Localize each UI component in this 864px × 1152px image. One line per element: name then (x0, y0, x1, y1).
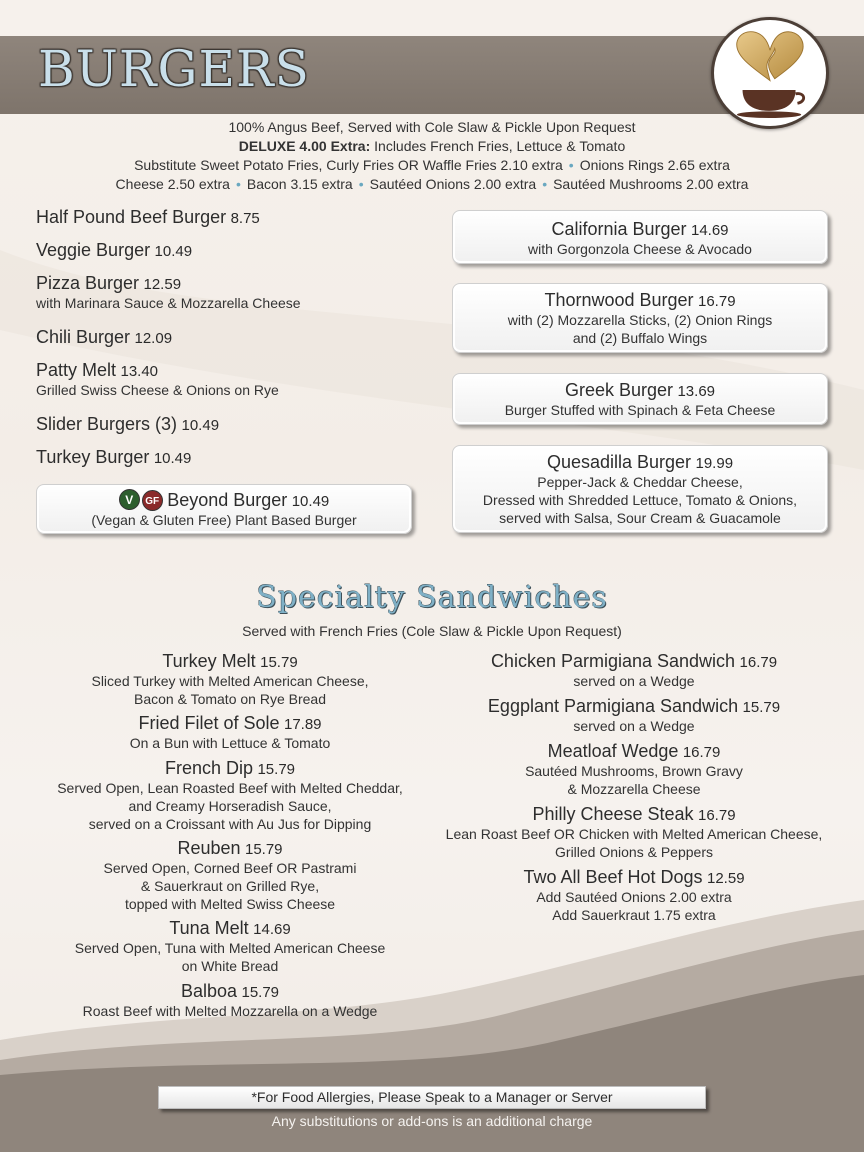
item-description: & Mozzarella Cheese (567, 781, 701, 797)
item-name: Greek Burger (564, 380, 674, 400)
item-description: topped with Melted Swiss Cheese (124, 896, 336, 912)
intro-substitute-fries: Substitute Sweet Potato Fries, Curly Fries OR Waffle Fries 2.10 extra (134, 157, 563, 173)
item-price: 15.79 (241, 984, 280, 1001)
burger-intro (0, 118, 864, 194)
item-name: Slider Burgers (3) (36, 414, 178, 434)
item-description: and (2) Buffalo Wings (572, 330, 708, 346)
menu-card-beyond-burger (36, 484, 412, 534)
menu-card-thornwood-burger (452, 283, 828, 353)
menu-item-philly-cheese-steak (424, 804, 844, 861)
item-description: & Sauerkraut on Grilled Rye, (140, 878, 320, 894)
item-description: Bacon & Tomato on Rye Bread (134, 691, 326, 707)
item-price: 16.79 (698, 807, 736, 824)
intro-cheese: Cheese 2.50 extra (115, 176, 230, 192)
item-price: 15.79 (742, 699, 781, 716)
menu-item-turkey-burger (36, 447, 191, 468)
substitution-note: Any substitutions or add-ons is an additional charge (271, 1113, 593, 1129)
item-name: Turkey Melt (162, 651, 256, 671)
intro-bacon: Bacon 3.15 extra (246, 176, 353, 192)
item-description: with Gorgonzola Cheese & Avocado (528, 241, 752, 257)
beyond-title-line (37, 489, 411, 511)
item-price: 16.79 (682, 744, 721, 761)
item-name: Beyond Burger (167, 490, 288, 510)
menu-item-french-dip (20, 758, 440, 833)
item-price: 17.89 (283, 716, 322, 733)
menu-item-fried-filet-of-sole (20, 713, 440, 752)
item-name: Patty Melt (36, 360, 117, 380)
item-name: Quesadilla Burger (546, 452, 692, 472)
item-name: Chili Burger (36, 327, 131, 347)
item-description: with (2) Mozzarella Sticks, (2) Onion Rings (507, 312, 773, 328)
item-name: Half Pound Beef Burger (36, 207, 227, 227)
item-price: 10.49 (181, 417, 220, 434)
separator-dot: • (358, 176, 364, 192)
item-description: on White Bread (181, 958, 279, 974)
item-description: Sliced Turkey with Melted American Cheese, (91, 673, 369, 689)
menu-item-slider-burgers (36, 414, 219, 435)
intro-onion-rings: Onions Rings 2.65 extra (579, 157, 730, 173)
item-price: 13.40 (120, 363, 159, 380)
intro-line-substitute (0, 156, 864, 175)
separator-dot: • (568, 157, 574, 173)
logo (711, 17, 829, 129)
menu-item-half-pound-burger (36, 207, 260, 228)
item-price: 8.75 (230, 210, 260, 227)
allergy-notice: *For Food Allergies, Please Speak to a Manager or Server (158, 1086, 706, 1109)
menu-item-turkey-melt (20, 651, 440, 708)
gluten-free-badge-icon: GF (142, 490, 163, 511)
menu-item-balboa (20, 981, 440, 1020)
item-price: 14.69 (690, 222, 729, 239)
item-name: Philly Cheese Steak (532, 804, 694, 824)
item-description: On a Bun with Lettuce & Tomato (129, 735, 331, 751)
heart-coffee-cup-icon (714, 20, 826, 126)
intro-line-angus: 100% Angus Beef, Served with Cole Slaw & Pickle Upon Request (228, 119, 636, 135)
item-description: (Vegan & Gluten Free) Plant Based Burger (91, 512, 357, 528)
item-price: 19.99 (695, 455, 734, 472)
deluxe-text: Includes French Fries, Lettuce & Tomato (370, 138, 626, 154)
item-price: 10.49 (153, 450, 192, 467)
item-description: Roast Beef with Melted Mozzarella on a Wedge (82, 1003, 378, 1019)
section-title-sandwiches: Specialty Sandwiches (256, 580, 608, 615)
item-name: Turkey Burger (36, 447, 150, 467)
item-description: Lean Roast Beef OR Chicken with Melted American Cheese, (445, 826, 823, 842)
menu-item-chicken-parmigiana (424, 651, 844, 690)
item-description: Served Open, Tuna with Melted American Cheese (74, 940, 386, 956)
item-description: Sautéed Mushrooms, Brown Gravy (525, 763, 743, 779)
item-price: 12.09 (134, 330, 173, 347)
separator-dot: • (235, 176, 241, 192)
item-price: 16.79 (739, 654, 778, 671)
item-name: Thornwood Burger (544, 290, 694, 310)
intro-line-extras (0, 175, 864, 194)
item-price: 13.69 (677, 383, 716, 400)
item-description: Grilled Swiss Cheese & Onions on Rye (36, 382, 279, 398)
item-price: 12.59 (143, 276, 182, 293)
item-description: and Creamy Horseradish Sauce, (128, 798, 332, 814)
item-description: Served Open, Lean Roasted Beef with Melted Cheddar, (57, 780, 403, 796)
item-description: with Marinara Sauce & Mozzarella Cheese (36, 295, 301, 311)
menu-item-tuna-melt (20, 918, 440, 975)
intro-line-deluxe (0, 137, 864, 156)
menu-item-veggie-burger (36, 240, 192, 261)
deluxe-label: DELUXE 4.00 Extra: (238, 138, 371, 154)
item-name: Two All Beef Hot Dogs (523, 867, 703, 887)
item-name: Reuben (177, 838, 241, 858)
item-price: 15.79 (257, 761, 296, 778)
item-name: Tuna Melt (169, 918, 249, 938)
menu-item-reuben (20, 838, 440, 913)
menu-item-patty-melt (36, 360, 279, 399)
item-description: Add Sauerkraut 1.75 extra (552, 907, 716, 923)
item-name: French Dip (164, 758, 254, 778)
item-description: served with Salsa, Sour Cream & Guacamole (499, 510, 781, 526)
item-description: Served Open, Corned Beef OR Pastrami (103, 860, 357, 876)
item-description: Grilled Onions & Peppers (555, 844, 713, 860)
menu-item-eggplant-parmigiana (424, 696, 844, 735)
item-price: 15.79 (244, 841, 283, 858)
item-price: 14.69 (253, 921, 291, 938)
menu-item-hot-dogs (424, 867, 844, 924)
item-price: 16.79 (698, 293, 736, 310)
vegan-badge-icon: V (119, 489, 140, 510)
item-description: Pepper-Jack & Cheddar Cheese, (537, 474, 743, 490)
item-description: Dressed with Shredded Lettuce, Tomato & Onions, (482, 492, 798, 508)
item-name: California Burger (551, 219, 687, 239)
item-name: Meatloaf Wedge (547, 741, 679, 761)
item-name: Eggplant Parmigiana Sandwich (487, 696, 739, 716)
item-description: Burger Stuffed with Spinach & Feta Cheese (504, 402, 776, 418)
item-price: 12.59 (707, 870, 745, 887)
item-price: 15.79 (260, 654, 298, 671)
menu-item-chili-burger (36, 327, 172, 348)
item-description: Add Sautéed Onions 2.00 extra (536, 889, 732, 905)
menu-item-meatloaf-wedge (424, 741, 844, 798)
item-price: 10.49 (154, 243, 193, 260)
item-name: Veggie Burger (36, 240, 151, 260)
item-name: Fried Filet of Sole (138, 713, 280, 733)
section-subtitle-sandwiches: Served with French Fries (Cole Slaw & Pickle Upon Request) (242, 623, 622, 639)
item-name: Balboa (180, 981, 238, 1001)
item-description: served on a Wedge (573, 673, 695, 689)
menu-card-greek-burger (452, 373, 828, 425)
intro-sauteed-onions: Sautéed Onions 2.00 extra (369, 176, 537, 192)
item-description: served on a Wedge (573, 718, 695, 734)
item-description: served on a Croissant with Au Jus for Dipping (88, 816, 372, 832)
menu-card-california-burger (452, 210, 828, 264)
intro-sauteed-mushrooms: Sautéed Mushrooms 2.00 extra (553, 176, 749, 192)
item-name: Pizza Burger (36, 273, 140, 293)
item-name: Chicken Parmigiana Sandwich (490, 651, 736, 671)
item-price: 10.49 (291, 493, 330, 510)
menu-card-quesadilla-burger (452, 445, 828, 533)
section-title-burgers: BURGERS (38, 40, 310, 98)
menu-item-pizza-burger (36, 273, 301, 312)
separator-dot: • (542, 176, 548, 192)
